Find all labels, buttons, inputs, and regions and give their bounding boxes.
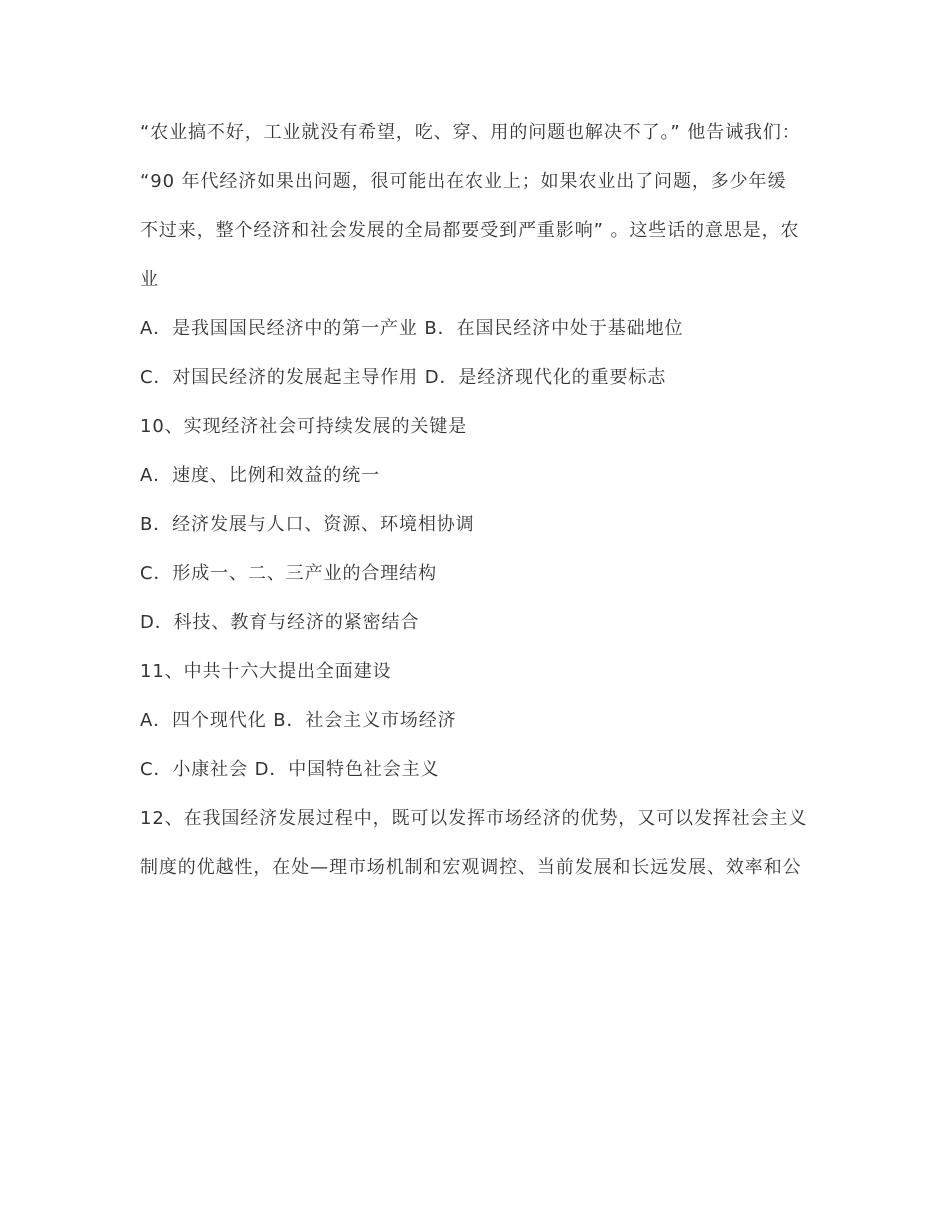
question-12-stem-continued: 制度的优越性，在处—理市场机制和宏观调控、当前发展和长远发展、效率和公 [140,857,802,878]
paragraph-quote-intro: “农业搞不好，工业就没有希望，吃、穿、用的问题也解决不了。” 他告诫我们： [140,122,801,143]
question-12-stem: 12、在我国经济发展过程中，既可以发挥市场经济的优势，又可以发挥社会主义 [140,808,808,829]
question-9-options-cd: C．对国民经济的发展起主导作用 D．是经济现代化的重要标志 [140,367,667,388]
question-11-options-cd: C．小康社会 D．中国特色社会主义 [140,759,440,780]
question-10-option-d: D．科技、教育与经济的紧密结合 [140,612,420,633]
question-10-option-b: B．经济发展与人口、资源、环境相协调 [140,514,475,535]
question-11-stem: 11、中共十六大提出全面建设 [140,661,392,682]
document-body [140,118,815,902]
question-11-options-ab: A．四个现代化 B．社会主义市场经济 [140,710,457,731]
paragraph-quote-end: 业 [140,269,159,290]
paragraph-quote-90s: “90 年代经济如果出问题，很可能出在农业上；如果农业出了问题，多少年缓 [140,171,787,192]
question-10-option-a: A．速度、比例和效益的统一 [140,465,381,486]
question-9-options-ab: A．是我国国民经济中的第一产业 B．在国民经济中处于基础地位 [140,318,684,339]
question-10-stem: 10、实现经济社会可持续发展的关键是 [140,416,468,437]
question-10-option-c: C．形成一、二、三产业的合理结构 [140,563,437,584]
paragraph-quote-continued: 不过来，整个经济和社会发展的全局都要受到严重影响” 。这些话的意思是，农 [140,220,800,241]
